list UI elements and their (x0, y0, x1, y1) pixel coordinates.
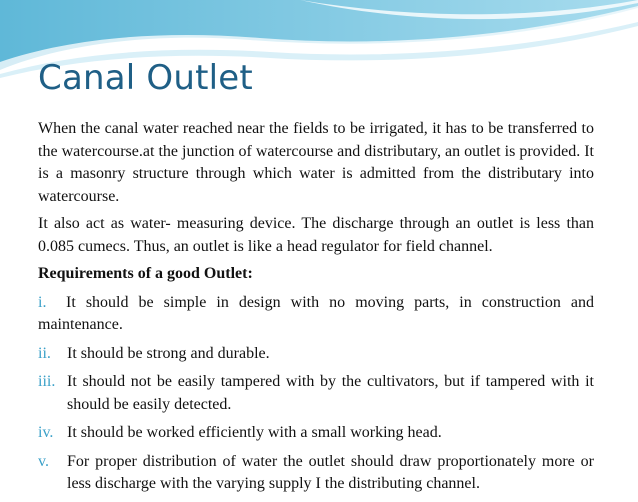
requirement-number: iv. (38, 424, 54, 441)
paragraph-1: When the canal water reached near the fields to be irrigated, it has to be transferred to the watercourse.at the junction of watercourse and distributary, an outlet is provided. It is a masonry structure through which water is admitted from the distributary into watercourse. (38, 120, 594, 205)
slide-title: Canal Outlet (38, 58, 253, 98)
requirement-item (38, 292, 594, 337)
requirement-text: For proper distribution of water the outlet should draw proportionately more or less discharge with the varying supply I the distributing channel. (67, 452, 594, 492)
slide-body (38, 118, 594, 502)
requirement-text: It should be worked efficiently with a small working head. (67, 424, 442, 441)
requirement-item (38, 422, 594, 445)
requirement-number: ii. (38, 344, 51, 362)
requirement-item (38, 371, 594, 416)
requirement-item (38, 451, 594, 496)
requirement-number: i. (38, 293, 47, 311)
paragraph-2: It also act as water- measuring device. The discharge through an outlet is less than 0.085 cumecs. Thus, an outlet is like a head regulator for field channel. (38, 215, 594, 255)
requirement-text: It should be simple in design with no moving parts, in construction and maintenance. (38, 293, 594, 333)
requirement-text: It should be strong and durable. (67, 344, 270, 362)
requirements-heading: Requirements of a good Outlet: (38, 265, 253, 282)
requirement-item (38, 343, 594, 366)
requirement-number: iii. (38, 373, 56, 390)
requirement-number: v. (38, 452, 49, 470)
requirement-text: It should not be easily tampered with by the cultivators, but if tampered with it should be easily detected. (67, 373, 594, 413)
